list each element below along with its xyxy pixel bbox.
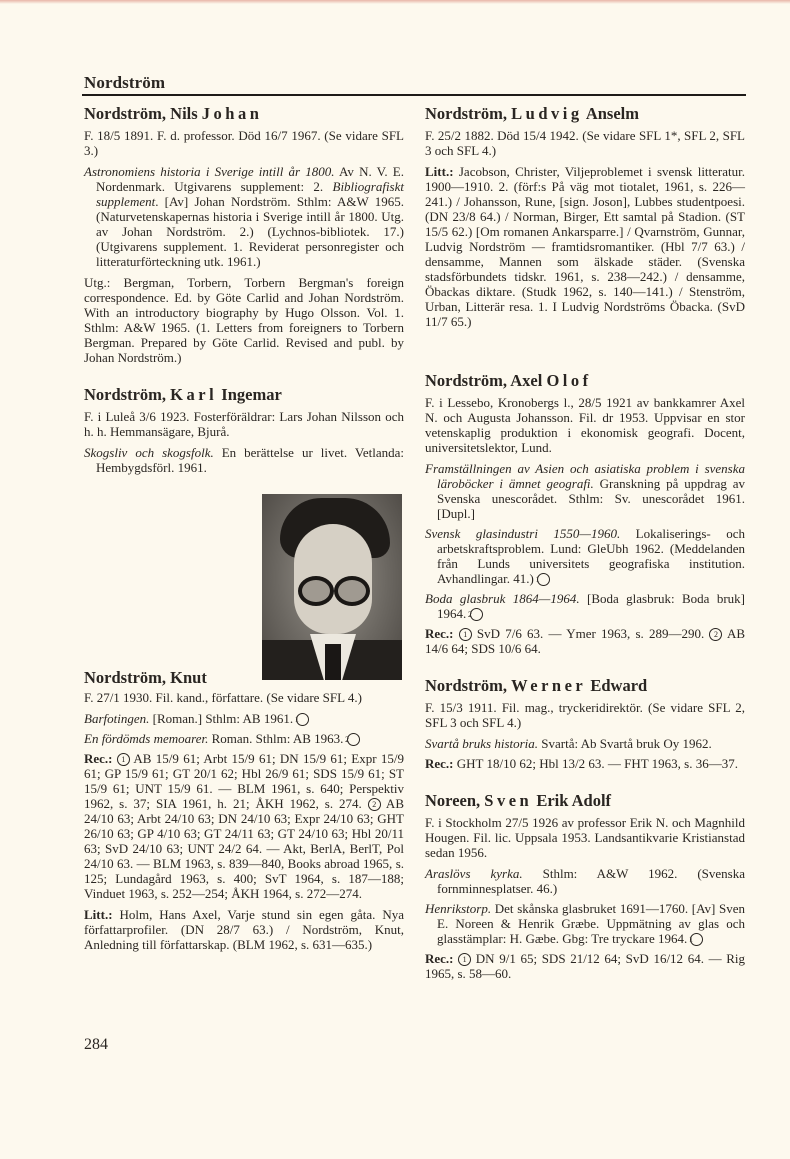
reviews: Rec.: 1 SvD 7/6 63. — Ymer 1963, s. 289—290. 2 AB 14/6 64; SDS 10/6 64.: [425, 626, 745, 656]
entry-heading: Nordström, Karl Ingemar: [84, 385, 282, 404]
review-marker-icon: 2: [368, 798, 381, 811]
page-number: 284: [84, 1036, 108, 1053]
review-marker-icon: 1: [537, 573, 550, 586]
running-head: Nordström: [84, 73, 166, 92]
work-item: Svartå bruks historia. Svartå: Ab Svartå bruk Oy 1962.: [425, 736, 712, 751]
work-item: Boda glasbruk 1864—1964. [Boda glasbruk: Boda bruk] 1964. 2: [425, 591, 745, 621]
bio: F. i Lessebo, Kronobergs l., 28/5 1921 av bankkamrer Axel N. och Augusta Johansson. Fil. dr 1953. Uppvisar en stor vetenskaplig produktion i ekonomisk geografi. Docent, universitetslektor, Lund.: [425, 395, 745, 455]
entry-sven-erik-adolf: [425, 791, 745, 981]
entry-heading: Nordström, Nils Johan: [84, 104, 263, 123]
review-marker-icon: 2: [709, 628, 722, 641]
entry-heading-knut: Nordström, Knut: [84, 668, 207, 687]
review-marker-icon: 2: [347, 733, 360, 746]
literature: Litt.: Holm, Hans Axel, Varje stund sin egen gåta. Nya författarprofiler. (DN 28/7 63.) / Nordström, Knut, Anledning till författarskap. (BLM 1962, s. 631—635.): [84, 907, 404, 952]
bio: F. i Stockholm 27/5 1926 av professor Erik N. och Magnhild Hougen. Fil. lic. Uppsala 1953. Landsantikvarie Kristianstad sedan 1956.: [425, 815, 745, 860]
entry-heading: Nordström, Ludvig Anselm: [425, 104, 639, 123]
entry-heading: Nordström, Axel Olof: [425, 371, 592, 390]
page-edge: [0, 0, 790, 4]
bio: F. 15/3 1911. Fil. mag., tryckeridirektör. (Se vidare SFL 2, SFL 3 och SFL 4.): [425, 700, 745, 730]
work-item: Henrikstorp. Det skånska glasbruket 1691—1760. [Av] Sven E. Noreen & Henrik Græbe. Uppmätning av glas och glasstämplar: H. Gæbe. Gbg: Tre tryckare 1964. 1: [425, 901, 745, 946]
entry-axel-olof: [425, 371, 745, 656]
entry-knut: [84, 690, 404, 958]
work-item: En fördömds memoarer. Roman. Sthlm: AB 1963. 2: [84, 731, 404, 746]
review-marker-icon: 1: [459, 628, 472, 641]
review-marker-icon: 1: [690, 933, 703, 946]
work-item: Barfotingen. [Roman.] Sthlm: AB 1961. 1: [84, 711, 404, 726]
entry-ludvig-anselm: [425, 104, 745, 329]
entry-karl-ingemar: [84, 385, 404, 475]
work-item: Framställningen av Asien och asiatiska problem i svenska läroböcker i ämnet geografi. Granskning på uppdrag av Svenska unescorådet. Sthlm: Sv. unescorådet 1961. [Dupl.]: [425, 461, 745, 521]
work-item: Astronomiens historia i Sverige intill år 1800. Av N. V. E. Nordenmark. Utgivarens supplement: 2. Bibliografiskt supplement. [Av] Johan Nordström. Sthlm: A&W 1965. (Naturvetenskapernas historia i Sverige intill år 1800. Utg. av Johan Nordström. 2.) (Lychnos-bibliotek. 17.) (Utgivarens supplement. 1. Reviderat personregister och litteraturförteckning utk. 1961.): [84, 164, 404, 269]
author-portrait-photo: [262, 494, 402, 680]
right-column: [425, 104, 745, 987]
review-marker-icon: 1: [117, 753, 130, 766]
entry-heading: Nordström, Werner Edward: [425, 676, 648, 695]
reviews: Rec.: GHT 18/10 62; Hbl 13/2 63. — FHT 1963, s. 36—37.: [425, 756, 738, 771]
work-item: Araslövs kyrka. Sthlm: A&W 1962. (Svenska fornminnesplatser. 46.): [425, 866, 746, 896]
reviews: Rec.: 1 AB 15/9 61; Arbt 15/9 61; DN 15/9 61; Expr 15/9 61; GP 15/9 61; GT 20/1 62; Hbl 26/9 61; SDS 15/9 61; ST 15/9 61; UNT 15/9 61. — BLM 1961, s. 640; Perspektiv 1962, s. 37; SIA 1961, h. 21; ÅKH 1962, s. 274. 2 AB 24/10 63; Arbt 24/10 63; DN 24/10 63; Expr 24/10 63; GHT 26/10 63; GP 4/10 63; GT 24/11 63; GT 24/10 63; Hbl 20/11 63; SvD 24/10 63; UNT 24/2 64. — Akt, BerlA, BerlT, Pol 24/10 63. — BLM 1963, s. 839—840, Books abroad 1965, s. 125; Lundagård 1963, s. 400; SvT 1964, s. 187—188; Vinduet 1963, s. 252—254; ÅKH 1964, s. 272—274.: [84, 751, 404, 901]
bio: F. 25/2 1882. Död 15/4 1942. (Se vidare SFL 1*, SFL 2, SFL 3 och SFL 4.): [425, 128, 745, 158]
work-item: Svensk glasindustri 1550—1960. Lokaliserings- och arbetskraftsproblem. Lund: GleUbh 1962. (Meddelanden från Lunds universitets geografiska institution. Avhandlingar. 41.) 1: [425, 526, 745, 586]
left-column: [84, 104, 404, 477]
bio: F. i Luleå 3/6 1923. Fosterföräldrar: Lars Johan Nilsson och h. h. Hemmansägare, Bjurå.: [84, 409, 404, 439]
header-rule: [82, 94, 746, 96]
entry-werner-edward: [425, 676, 745, 771]
editor-note: Utg.: Bergman, Torbern, Torbern Bergman's foreign correspondence. Ed. by Göte Carlid and Johan Nordström. With an introductory biography by Hugo Olsson. Vol. 1. Sthlm: A&W 1965. (1. Letters from foreigners to Torbern Bergman. Prepared by Göte Carlid. Revised and publ. by Johan Nordström.): [84, 275, 404, 365]
review-marker-icon: 2: [470, 608, 483, 621]
literature: Litt.: Jacobson, Christer, Viljeproblemet i svensk litteratur. 1900—1910. 2. (förf:s På väg mot tiotalet, 1961, s. 226—241.) / Johansson, Rune, [sign. Joson], Lubbes studentpoesi. (DN 23/8 64.) / Norman, Birger, Ett samtal på Stadion. (ST 15/5 62.) [Om romanen Ankarsparre.] / Qvarnström, Gunnar, Ludvig Nordström — framtidsromantiker. (Hbl 7/7 63.) / densamme, Mannen som älskade städer. (Svenska stadsförbundets tidskr. 1961, s. 238—242.) / densamme, Öbackas diktare. (Studk 1962, s. 140—141.) / Stenström, Urban, Litterär resa. 1. I Ludvig Nordströms Öbacka. (SvD 11/7 65.): [425, 164, 745, 329]
bio: F. 18/5 1891. F. d. professor. Död 16/7 1967. (Se vidare SFL 3.): [84, 128, 404, 158]
entry-nils-johan: [84, 104, 404, 365]
entry-heading: Noreen, Sven Erik Adolf: [425, 791, 612, 810]
review-marker-icon: 1: [296, 713, 309, 726]
reviews: Rec.: 1 DN 9/1 65; SDS 21/12 64; SvD 16/12 64. — Rig 1965, s. 58—60.: [425, 951, 745, 981]
bio: F. 27/1 1930. Fil. kand., författare. (Se vidare SFL 4.): [84, 690, 362, 705]
work-item: Skogsliv och skogsfolk. En berättelse ur livet. Vetlanda: Hembygdsförl. 1961.: [84, 445, 404, 475]
review-marker-icon: 1: [458, 953, 471, 966]
